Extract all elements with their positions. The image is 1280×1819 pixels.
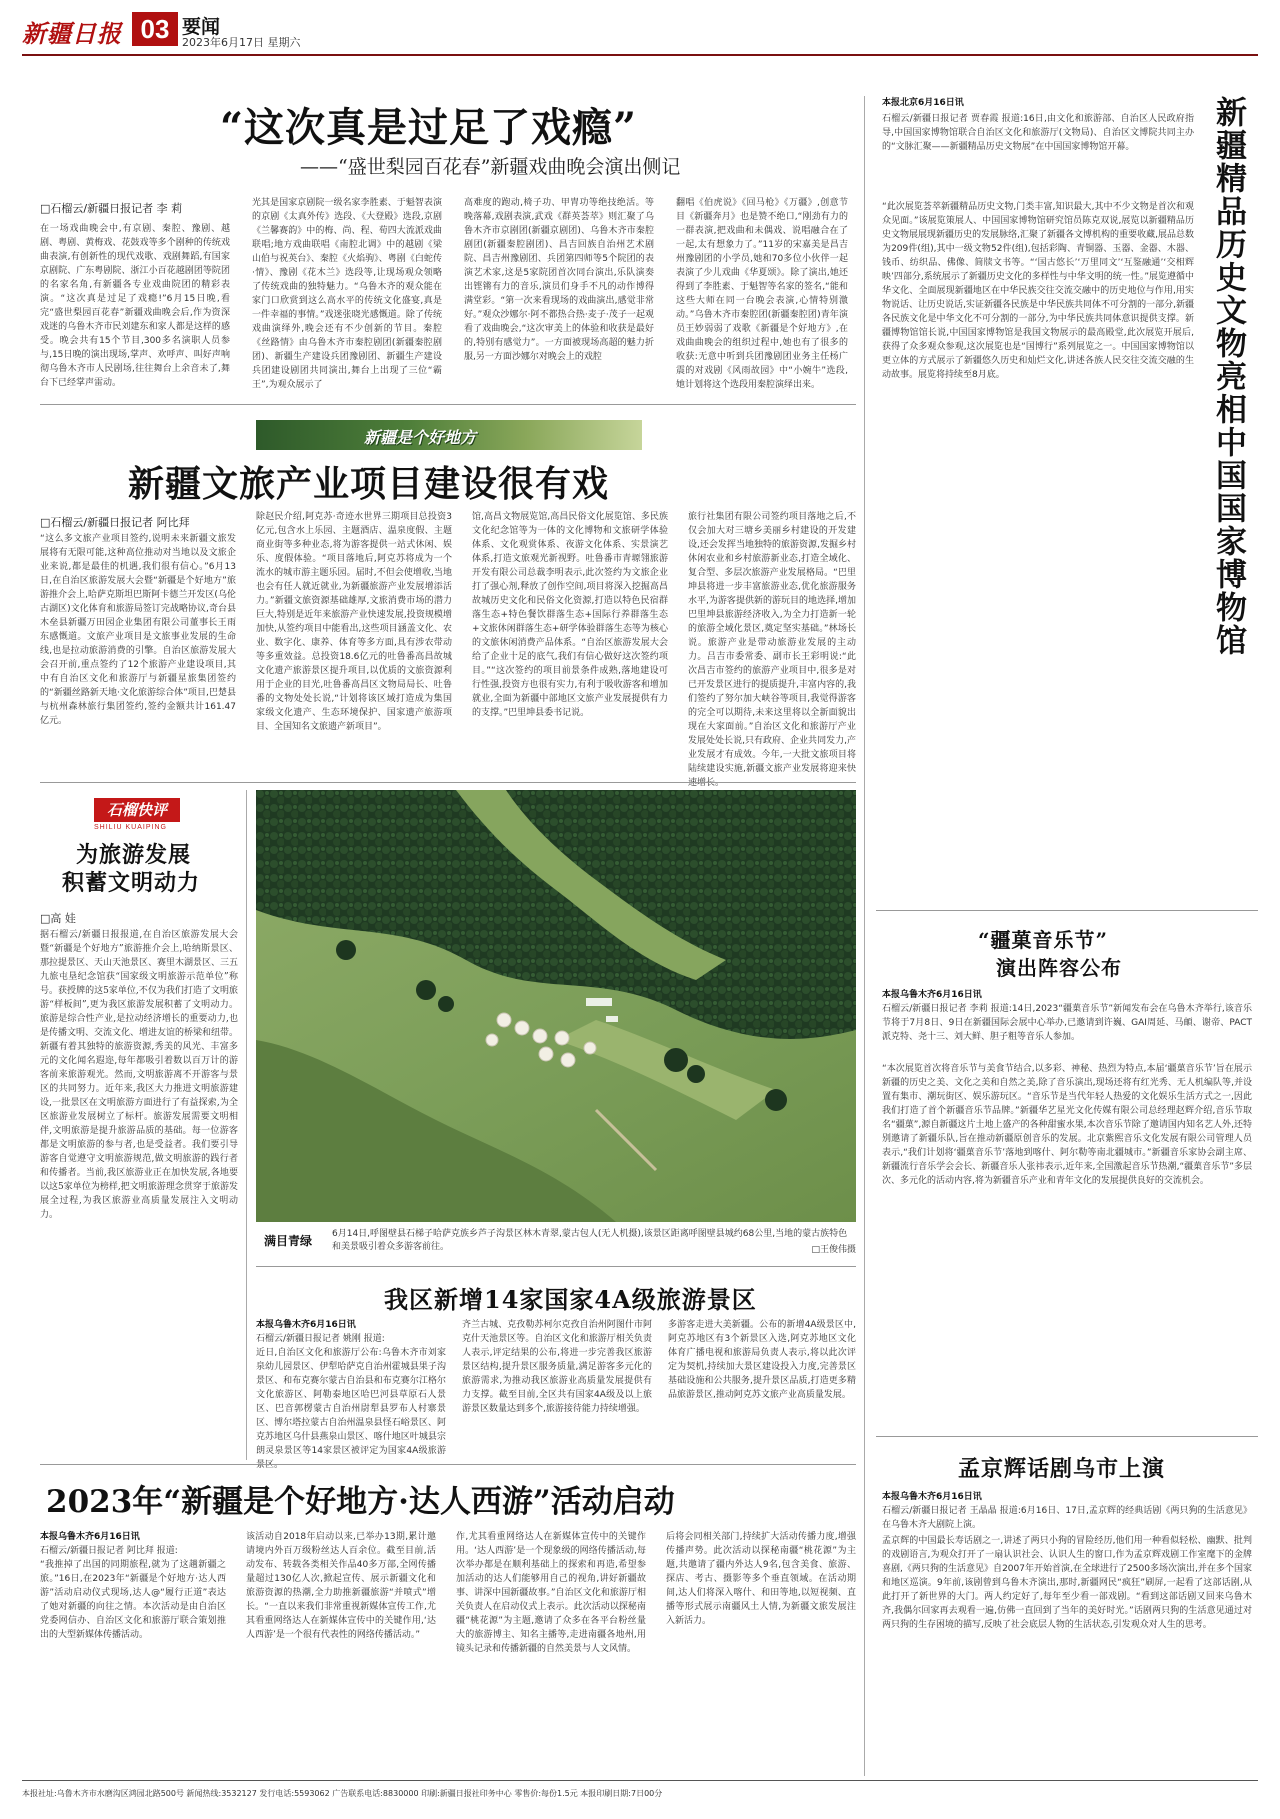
project-headline: 新疆文旅产业项目建设很有戏 — [128, 463, 610, 505]
music-headline-line-2: 演出阵容公布 — [996, 956, 1122, 980]
campaign-headline: 2023年“新疆是个好地方·达人西游”活动启动 — [46, 1484, 675, 1520]
page-number: 03 — [132, 12, 178, 46]
opera-byline: □石榴云/新疆日报记者 李 莉 — [40, 202, 183, 215]
project-bottom-rule — [40, 782, 856, 783]
project-column-4: 旅行社集团有限公司签约项目落地之后,不仅会加大对三塘乡美丽乡村建设的开发建设,还会发挥当地独特的旅游资源,发掘乡村休闲农业和乡村旅游新业态,打造全域化、复合型、多层次旅游产业发展格局。“巴里坤县将进一步丰富旅游业态,优化旅游服务水平,为游客提供新的游玩目的地选择,增加巴里坤县旅游经济收入,为全力打造新一轮的旅游全域化景区,奠定坚实基础。”林场长说。旅游产业是带动旅游业发展的主动力。吕吉市委常委、副市长王彩明说:“此次昌吉市签约的旅游产业项目中,很多是对已开发景区进行的提质提升,丰富内容的,我们签约了努尔加大峡谷等项目,我觉得游客的完全可以期待,未来这里将以全新面貌出现在大家面前。”自治区文化和旅游厅产业发展处处长说,只有政府、企业共同发力,产业发展才有成效。今年,一大批文旅项目将陆续建设实施,新疆文旅产业发展将迎来快速增长。 — [688, 512, 856, 788]
banner-strip — [256, 420, 642, 450]
music-headline-line-1: “疆菓音乐节” — [978, 928, 1109, 952]
campaign-byline: 石榴云/新疆日报记者 阿比拜 报道: — [40, 1546, 178, 1556]
campaign-column-1: “我推掉了出国的同期旅程,就为了这趟新疆之旅。”16日,在2023年“新疆是个好地方·达人西游”活动启动仪式现场,达人@“履行正道”表达了她对新疆的向往之情。本次活动是由自治区党委网信办、自治区文化和旅游厅联合策划推出的大型新媒体传播活动。 — [40, 1560, 226, 1640]
campaign-column-4: 后将会同相关部门,持续扩大活动传播力度,增强传播声势。此次活动以探秘南疆“桃花源”为主题,共邀请了疆内外达人9名,包含美食、旅游、探店、考古、摄影等多个垂直领域。在活动期间,达人们将深入喀什、和田等地,以短视频、直播等形式展示南疆风土人情,为新疆文旅发展注入新活力。 — [666, 1532, 856, 1626]
scenic-4a-column-2: 齐兰古城、克孜勒苏柯尔克孜自治州阿图什市阿克什天池景区等。自治区文化和旅游厅相关负责人表示,评定结果的公布,将进一步完善我区旅游景区结构,提升景区服务质量,满足游客多元化的旅游需求,为推动我区旅游业高质量发展提供有力支撑。截至目前,全区共有国家4A级及以上旅游景区数量达到多个,旅游接待能力持续增强。 — [462, 1320, 652, 1414]
scenic-4a-byline: 石榴云/新疆日报记者 姚刚 报道: — [256, 1334, 385, 1344]
drama-lead: 石榴云/新疆日报记者 王晶晶 报道:6月16日、17日,孟京辉的经典话剧《两只狗的生活意见》在乌鲁木齐大剧院上演。 — [882, 1506, 1252, 1530]
museum-body: “此次展览荟萃新疆精品历史文物,门类丰富,知识最大,其中不少文物是首次和观众见面。”该展览策展人、中国国家博物馆研究馆员陈克双说,展览以新疆精品历史文物展展现新疆历史的发展脉络,汇聚了新疆各文博机构的重要收藏,展品总数为209件(组),其中一级文物52件(组),包括彩陶、青铜器、玉器、金器、木器、钱币、纺织品、佛像、简牍文书等。“‘国古悠长’‘万里同文’‘互鉴融通’‘交相辉映’四部分,系统展示了新疆历史文化的多样性与中华文明的统一性。”展览遵循中华文化、全面展现新疆地区在中华民族交往交流交融中的历史地位与作用,用实物说话、让历史说话,实证新疆各民族是中华民族共同体不可分割的一部分,新疆各民族文化是中华文化不可分割的一部分,为中华民族共同体意识提供支撑。新疆博物馆馆长说,中国国家博物馆是我国文物展示的最高殿堂,此次展览开展后,获得了众多观众参观,这次展览也是“国博行”系列展览之一。中国国家博物馆以更立体的方式展示了新疆悠久历史和灿烂文化,讲述各族人民交往交流交融的生动故事。展览将持续至8月底。 — [882, 202, 1194, 380]
opera-headline: “这次真是过足了戏瘾” — [220, 104, 638, 151]
right-column-divider — [864, 96, 865, 1776]
photo-caption: 6月14日,呼图壁县石梯子哈萨克族乡芦子沟景区林木青翠,蒙古包人(无人机摄),该景区距离呼图壁县城约68公里,当地的蒙古族特色和美景吸引着众多游客前往。 — [332, 1229, 848, 1252]
campaign-column-2: 该活动自2018年启动以来,已举办13期,累计邀请境内外百万级粉丝达人百余位。截至目前,活动发布、转载各类相关作品40多万部,全网传播量超过130亿人次,掀起宣传、展示新疆文化和旅游资源的热潮,全力助推新疆旅游“并喷式”增长。“一直以来我们非常重视新媒体宣传工作,尤其看重网络达人在新媒体宣传中的关键作用,‘达人西游’是一个很有代表性的网络传播活动。” — [246, 1532, 436, 1640]
issue-date: 2023年6月17日 星期六 — [182, 36, 301, 49]
footer-rule — [22, 1780, 1258, 1781]
banner-label: 新疆是个好地方 — [364, 428, 477, 447]
music-body: “本次展览首次将音乐节与美食节结合,以多彩、神秘、热烈为特点,本届‘疆菓音乐节’旨在展示新疆的历史之美、文化之美和自然之美,除了音乐演出,现场还将有红光秀、无人机编队等,并设置有集市、潮玩街区、娱乐游玩区。“音乐节是当代年轻人热爱的文化娱乐生活方式之一,因此我们打造了首个新疆音乐节品牌。”新疆华艺星光文化传媒有限公司总经理赵辉介绍,音乐节取名“疆菓”,源自新疆这片土地上盛产的各种甜蜜水果,本次音乐节除了邀请国内知名艺人外,还特别邀请了新疆乐队,旨在推动新疆原创音乐的发展。北京紫熙音乐文化发展有限公司管理人员表示,“我们计划将‘疆菓音乐节’落地到喀什、阿尔勒等南北疆城市。”新疆音乐家协会副主席、新疆流行音乐学会会长、新疆音乐人张祎表示,近年来,全国激起音乐节热潮,“疆菓音乐节”多层次、多元化的活动内容,将为新疆音乐产业和青年文化的发展提供良好的交流机会。 — [882, 1064, 1252, 1186]
scenic-4a-column-1: 近日,自治区文化和旅游厅公布:乌鲁木齐市刘家泉幼儿园景区、伊犁哈萨克自治州霍城县果子沟景区、和布克赛尔蒙古自治县和布克赛尔江格尔文化旅游区、阿勒泰地区哈巴河县草原石人景区、巴音郭楞蒙古自治州尉犁县罗布人村寨景区、博尔塔拉蒙古自治州温泉县怪石峪景区、阿克苏地区乌什县燕泉山景区、喀什地区叶城县宗朗灵泉景区等14家景区被评定为国家4A级旅游景区。 — [256, 1348, 446, 1470]
project-column-3: 馆,高昌文物展览馆,高昌民俗文化展览馆、多民族文化纪念馆等为一体的文化博物和文旅研学体验体系、文化观赏体系、夜游文化体系、实景演艺体系,打造文旅观光新视野。吐鲁番市青塬翎旅游开发有限公司总裁李明表示,此次签约为文旅企业打了强心剂,释放了创作空间,项目将深入挖掘高昌故城历史文化和民俗文化资源,打造以特色民宿群落生态+特色餐饮群落生态+国际行养群落生态+文旅休闲群落生态+研学体验群落生态等为核心的文旅休闲消费产品体系。“自治区旅游发展大会给了企业十足的底气,我们有信心做好这次签约项目。”“这次签约的项目前景条件成熟,落地建设可行性强,投资方也很有实力,有利于吸收游客和增加就业,全面为新疆中部地区文旅产业发展提供有力的支撑。”巴里坤县委书记说。 — [472, 512, 668, 718]
commentary-stamp: 石榴快评 — [94, 798, 180, 822]
photo-bottom-rule — [256, 1266, 856, 1267]
project-byline: □石榴云/新疆日报记者 阿比拜 — [40, 516, 190, 529]
project-column-1: “这么多文旅产业项目签约,说明未来新疆文旅发展将有无限可能,这种高位推动对当地以及文旅企业来说,都是最佳的机遇,我们很有信心。”6月13日,在自治区旅游发展大会暨“新疆是个好地方”旅游推介会上,哈萨克斯坦巴斯阿卡德兰开发区(乌伦古湖区)文化体育和旅游局签订完战略协议,奇台县木垒县新疆万田园企业集团有限公司董事长王雨东感慨道。文旅产业项目是文旅事业发展的生命线,也是拉动旅游消费的引擎。自治区旅游发展大会召开前,重点签约了12个旅游产业建设项目,其中有自治区文化和旅游厅与新疆星旅集团签约的“新疆丝路新天地·文化旅游综合体”项目,巴楚县与杭州森林旅行集团签约,签约金额共计161.47亿元。 — [40, 534, 236, 726]
music-dateline: 本报乌鲁木齐6月16日讯 — [882, 990, 982, 1000]
museum-lead: 石榴云/新疆日报记者 贾春霞 报道:16日,由文化和旅游部、自治区人民政府指导,中国国家博物馆联合自治区文化和旅游厅(文物局)、自治区文博院共同主办的“文脉汇聚——新疆精品历史文物展”在中国国家博物馆开幕。 — [882, 114, 1194, 152]
footer-imprint: 本报社址:乌鲁木齐市水磨沟区鸿园北路500号 新闻热线:3532127 发行电话:5593062 广告联系电话:8830000 印刷:新疆日报社印务中心 零售价:每份1.5元 本报印刷日期:7日00分 — [22, 1789, 663, 1798]
opera-column-4: 翻唱《伯虎说》《回马枪》《万疆》,创意节目《新疆奔月》也是赞不绝口,“刚劲有力的一群表演,把戏曲和未偶戏、说唱融合在了一起,太有想象力了。”11岁的宋嘉美是昌吉州豫剧团的小学员,她和70多位小伙伴一起表演了少儿戏曲《华夏颂》。除了演出,她还得到了李胜素、于魁智等名家的签名,“能和这些大师在同一台晚会表演,心情特别激动。”乌鲁木齐市秦腔团(新疆秦腔团)青年演员王妙弱弱了戏歌《新疆是个好地方》,在戏曲曲晚会的组织过程中,她也有了很多的收获:无意中听到兵团豫剧团业务主任杨广震的对戏剧《风雨故园》中“小婉牛”选段,她计划将这个选段用秦腔演绎出来。 — [676, 198, 848, 390]
museum-bottom-rule — [876, 910, 1258, 911]
landscape-photo-graphic — [256, 790, 856, 1222]
commentary-body: 据石榴云/新疆日报报道,在自治区旅游发展大会暨“新疆是个好地方”旅游推介会上,哈纳斯景区、那拉提景区、天山天池景区、赛里木湖景区、三五九旅屯垦纪念馆获“国家级文明旅游示范单位”称号。获授牌的这5家单位,不仅为我们打造了文明旅游“样板间”,更为我区旅游发展积蓄了文明动力。旅游是综合性产业,是拉动经济增长的重要动力,也是传播文明、交流文化、增进友谊的桥梁和纽带。新疆有着其独特的旅游资源,秀美的风光、丰富多元的文化闻名遐迩,每年都吸引着数以百万计的游客前来旅游观光。然而,文明旅游离不开游客与景区的共同努力。近年来,我区大力推进文明旅游建设,一批景区在文明旅游方面进行了有益探索,为全区旅游业发展树立了标杆。旅游发展需要文明相伴,文明旅游是提升旅游品质的基础。每一位游客都是文明旅游的参与者,也是受益者。我们要引导游客自觉遵守文明旅游规范,做文明旅游的践行者和传播者。当前,我区旅游业正在加快发展,各地要以这5家单位为榜样,把文明旅游理念贯穿于旅游发展全过程,为我区旅游业高质量发展注入文明动力。 — [40, 930, 239, 1220]
music-lead: 石榴云/新疆日报记者 李莉 报道:14日,2023“疆菓音乐节”新闻发布会在乌鲁木齐举行,该音乐节将于7月8日、9日在新疆国际会展中心举办,已邀请到许巍、GAI周延、马頔、谢帝、PACT派克特、尧十三、刘大鲜、胆子粗等音乐人参加。 — [882, 1004, 1252, 1042]
commentary-headline-line-2: 积蓄文明动力 — [62, 870, 201, 896]
newspaper-logo: 新疆日报 — [22, 19, 122, 48]
scenic-4a-headline: 我区新增14家国家4A级旅游景区 — [384, 1285, 757, 1314]
project-column-2: 除赵民介绍,阿克苏·奇迹水世界三期项目总投资3亿元,包含水上乐园、主题酒店、温泉度假、主题商业街等多种业态,将为游客提供一站式休闲、娱乐、度假体验。“项目落地后,阿克苏将成为一个流水的城市游主题乐园。届时,不但会使增收,当地也会有任人就近就业,为新疆旅游产业发展增添活力。”新疆文旅资源基础雄厚,文旅消费市场的潜力巨大,特别是近年来旅游产业快速发展,投资规模增加快,从签约项目中能看出,这些项目涵盖文化、农业、数字化、康养、体育等多方面,具有涉农带动等多重效益。总投资18.6亿元的吐鲁番高昌故城文化遗产旅游景区提升项目,以优质的文旅资源利用于企业的目光,吐鲁番高昌区文物局局长、吐鲁番的文物处处长说,“计划将该区域打造成为集国家级文化遗产、生态环境保护、国家遗产旅游项目、全国知名文旅遗产新项目”。 — [256, 512, 452, 732]
museum-headline: 新疆精品历史文物亮相中国国家博物馆 — [1210, 96, 1246, 657]
opera-bottom-rule — [40, 404, 856, 405]
drama-headline: 孟京辉话剧乌市上演 — [958, 1456, 1166, 1482]
drama-body: 孟京辉的中国最长寿话剧之一,讲述了两只小狗的冒险经历,他们用一种看似轻松、幽默、批判的戏剧语言,为观众打开了一扇认识社会、认识人生的窗口,作为孟京辉戏剧工作室麾下的金牌喜剧,《两只狗的生活意见》自2007年开始首演,在全球进行了2500多场次演出,并在多个国家和地区巡演。9年前,该剧曾到乌鲁木齐演出,那时,新疆网民“疯狂”刷屏,一起看了这部话剧,从此打开了新世界的大门。两人约定好了,每年至少看一部戏剧。“看到这部话剧又回来乌鲁木齐,我偶尔回家再去观看一遍,仿佛一直回到了当年的美好时光。”话剧两只狗的生活意见通过对两只狗的生存困境的描写,反映了社会底层人物的生活状态,引发观众对人生的思考。 — [882, 1536, 1252, 1630]
music-bottom-rule — [876, 1436, 1258, 1437]
commentary-headline-line-1: 为旅游发展 — [76, 842, 192, 868]
commentary-stamp-subtitle: SHILIU KUAIPING — [94, 824, 167, 831]
commentary-divider — [246, 790, 247, 1460]
museum-dateline: 本报北京6月16日讯 — [882, 98, 964, 108]
scenic-4a-column-3: 多游客走进大美新疆。公布的新增4A级景区中,阿克苏地区有3个新景区入选,阿克苏地区文化体育广播电视和旅游局负责人表示,将以此次评定为契机,持续加大景区建设投入力度,完善景区基础设施和公共服务,提升景区品质,打造更多精品旅游景区,推动阿克苏文旅产业高质量发展。 — [668, 1320, 856, 1400]
scenic-4a-bottom-rule — [40, 1464, 856, 1465]
photo-tag: 满目青绿 — [264, 1234, 313, 1248]
drama-dateline: 本报乌鲁木齐6月16日讯 — [882, 1492, 982, 1502]
section-name: 要闻 — [182, 16, 221, 38]
opera-column-3: 高难度的跑动,椅子功、甲胄功等绝技绝活。等晚落幕,戏剧表演,武戏《群英荟萃》则汇聚了乌鲁木齐市京剧团(新疆京剧团)、乌鲁木齐市秦腔剧团(新疆秦腔剧团)、昌吉回族自治州艺术剧院、昌吉州豫剧团、兵团第四师等5个院团的表演艺术家,这是5家院团首次同台演出,乐队演奏出铿锵有力的音乐,演员们身手不凡的动作博得满堂彩。“第一次来看现场的戏曲演出,感觉非常好。”观众沙娜尔·阿不都热合热·麦子·茂子一起观看了戏曲晚会,“这次审美上的体验和收获是最好的,特别有感觉力”。一方面被现场高超的魅力折服,另一方面沙娜尔对晚会上的戏腔 — [464, 198, 654, 362]
opera-column-1: 在一场戏曲晚会中,有京剧、秦腔、豫剧、越剧、粤剧、黄梅戏、花鼓戏等多个剧种的传统戏曲表演,有创新性的现代戏歌、戏剧舞蹈,有国家京剧院、广东粤剧院、浙江小百花越剧团等院团的名家名角,有新疆各专业戏曲院团的精彩表演。“这次真是过足了戏瘾!”6月15日晚,看完“盛世梨园百花春”新疆戏曲晚会后,作为资深戏迷的乌鲁木齐市民刘建东和家人都是这样的感受。晚会共有15个节目,300多名演职人员参与,15日晚的演出现场,掌声、欢呼声、叫好声响彻乌鲁木齐市人民剧场,往往舞台上余音未了,舞台下已经掌声雷动。 — [40, 224, 230, 388]
photo-credit: □王俊伟摄 — [811, 1245, 856, 1255]
commentary-byline: □高 娃 — [40, 912, 76, 925]
campaign-dateline: 本报乌鲁木齐6月16日讯 — [40, 1532, 140, 1542]
landscape-photo — [256, 790, 856, 1222]
opera-subheadline: ——“盛世梨园百花春”新疆戏曲晚会演出侧记 — [300, 156, 681, 178]
masthead-rule — [22, 54, 1258, 56]
campaign-column-3: 作,尤其看重网络达人在新媒体宣传中的关键作用。‘达人西游’是一个现象级的网络传播活动,每次举办都是在顺利基础上的探索和再造,希望参加活动的达人们能够用自己的视角,讲好新疆故事、讲深中国新疆故事。”自治区文化和旅游厅相关负责人在启动仪式上表示。此次活动以探秘南疆“桃花源”为主题,邀请了众多在各平台粉丝量大的旅游博主、知名主播等,走进南疆各地州,用镜头记录和传播新疆的自然美景与人文风情。 — [456, 1532, 646, 1654]
opera-column-2: 光其是国家京剧院一级名家李胜素、于魁智表演的京剧《太真外传》选段、《大登殿》选段,京剧《兰馨赛韵》中的梅、尚、程、荀四大流派戏曲联唱;地方戏曲联唱《南腔北调》中的越剧《梁山伯与祝英台》、秦腔《火焰驹》、粤剧《白蛇传·情》、豫剧《花木兰》选段等,让现场观众领略了传统戏曲的独特魅力。“乌鲁木齐的观众能在家门口欣赏到这么高水平的传统文化盛宴,真是一件幸福的事情。”戏迷张晓光感慨道。除了传统戏曲演绎外,晚会还有不少创新的节目。秦腔《丝路情》由乌鲁木齐市秦腔剧团(新疆秦腔剧团)、新疆生产建设兵团豫剧团、新疆生产建设兵团建设剧团共同演出,舞台上出现了三位“霸王”,为观众展示了 — [252, 198, 442, 390]
scenic-4a-dateline: 本报乌鲁木齐6月16日讯 — [256, 1320, 356, 1330]
